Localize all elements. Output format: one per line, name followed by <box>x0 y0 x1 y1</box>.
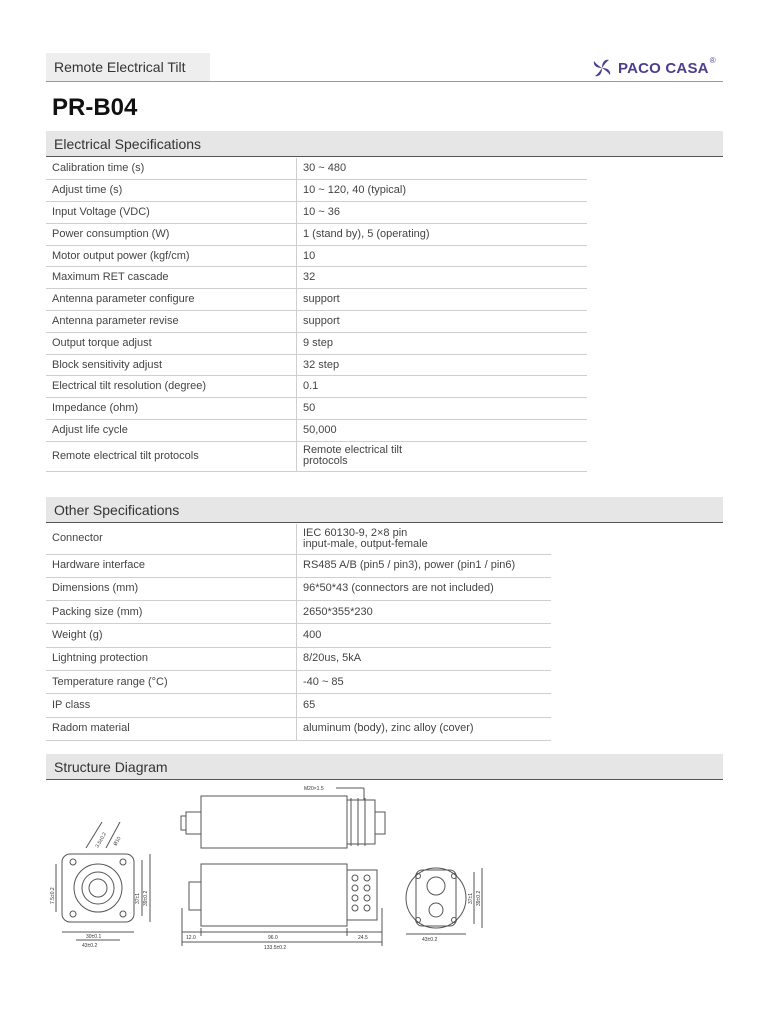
top-view-drawing <box>181 788 385 848</box>
dim-left-side3: Ø10 <box>112 835 123 847</box>
spec-row <box>46 202 587 224</box>
spec-value-line: aluminum (body), zinc alloy (cover) <box>303 722 474 735</box>
side-view-drawing <box>182 864 382 946</box>
spec-key: Weight (g) <box>46 624 297 647</box>
spec-value <box>297 245 588 267</box>
spec-row <box>46 717 551 740</box>
spec-value-line: support <box>303 314 340 327</box>
spec-row <box>46 311 587 333</box>
pinwheel-logo-icon <box>590 56 614 80</box>
spec-value <box>297 202 588 224</box>
spec-row <box>46 289 587 311</box>
dim-h1: 37±1 <box>135 892 141 904</box>
spec-key: Adjust life cycle <box>46 420 297 442</box>
spec-value <box>297 289 588 311</box>
dim-r-h1: 37±1 <box>468 892 474 904</box>
spec-key: Output torque adjust <box>46 332 297 354</box>
spec-value <box>297 354 588 376</box>
registered-mark: ® <box>709 55 716 65</box>
spec-value <box>297 420 588 442</box>
spec-key: Maximum RET cascade <box>46 267 297 289</box>
spec-row <box>46 180 587 202</box>
spec-value <box>297 554 552 577</box>
spec-row <box>46 524 551 554</box>
electrical-spec-table <box>46 158 587 472</box>
spec-key: Electrical tilt resolution (degree) <box>46 376 297 398</box>
spec-key: Connector <box>46 524 297 554</box>
spec-value <box>297 647 552 670</box>
spec-value <box>297 441 588 471</box>
spec-value-line: 32 step <box>303 358 340 371</box>
spec-value-line: IEC 60130-9, 2×8 pin <box>303 526 408 539</box>
spec-value <box>297 180 588 202</box>
spec-value-line: 32 <box>303 271 316 284</box>
dim-r-base: 43±0.2 <box>422 937 438 943</box>
dim-base1: 30±0.1 <box>86 934 102 940</box>
dim-w2: 96.0 <box>268 935 278 941</box>
spec-value <box>297 158 588 180</box>
spec-row <box>46 158 587 180</box>
spec-key: Input Voltage (VDC) <box>46 202 297 224</box>
electrical-section-title: Electrical Specifications <box>46 131 723 157</box>
spec-value <box>297 376 588 398</box>
spec-row <box>46 554 551 577</box>
brand-name: PACO CASA <box>618 59 709 77</box>
spec-value <box>297 694 552 717</box>
spec-key: Temperature range (°C) <box>46 670 297 693</box>
spec-value-line: 10 ~ 120, 40 (typical) <box>303 184 407 197</box>
structure-drawing <box>46 782 723 962</box>
spec-row <box>46 577 551 600</box>
other-section-title: Other Specifications <box>46 497 723 523</box>
spec-value <box>297 398 588 420</box>
spec-value-line: support <box>303 293 340 306</box>
spec-row <box>46 398 587 420</box>
dim-total: 133.5±0.2 <box>264 945 287 951</box>
spec-value <box>297 524 552 554</box>
spec-key: IP class <box>46 694 297 717</box>
spec-key: Power consumption (W) <box>46 223 297 245</box>
model-title: PR-B04 <box>52 94 138 121</box>
spec-row <box>46 223 587 245</box>
other-spec-table <box>46 524 551 741</box>
spec-value <box>297 624 552 647</box>
spec-value-line: RS485 A/B (pin5 / pin3), power (pin1 / pin6) <box>303 559 516 572</box>
spec-value <box>297 267 588 289</box>
spec-value-line: 0.1 <box>303 380 319 393</box>
spec-value-line2: protocols <box>303 455 348 468</box>
spec-value-line: 50 <box>303 402 316 415</box>
dim-left-side1: 7.5±0.2 <box>50 887 56 904</box>
spec-row <box>46 267 587 289</box>
spec-value-line: 2650*355*230 <box>303 605 373 618</box>
spec-row <box>46 647 551 670</box>
spec-key: Block sensitivity adjust <box>46 354 297 376</box>
spec-value-line: 50,000 <box>303 423 337 436</box>
spec-row <box>46 354 587 376</box>
spec-value-line: 10 ~ 36 <box>303 205 341 218</box>
structure-diagram <box>46 782 723 962</box>
spec-value <box>297 223 588 245</box>
spec-row <box>46 332 587 354</box>
brand-logo <box>590 54 716 82</box>
spec-key: Motor output power (kgf/cm) <box>46 245 297 267</box>
dim-r-h2: 39±0.2 <box>476 890 482 906</box>
spec-row <box>46 670 551 693</box>
spec-key: Antenna parameter revise <box>46 311 297 333</box>
spec-value-line: 10 <box>303 249 316 262</box>
spec-value-line: Remote electrical tilt <box>303 444 403 457</box>
dim-w3: 24.5 <box>358 935 368 941</box>
spec-row <box>46 694 551 717</box>
spec-key: Impedance (ohm) <box>46 398 297 420</box>
spec-key: Remote electrical tilt protocols <box>46 441 297 471</box>
spec-value <box>297 577 552 600</box>
spec-value <box>297 717 552 740</box>
spec-key: Calibration time (s) <box>46 158 297 180</box>
spec-key: Lightning protection <box>46 647 297 670</box>
spec-value <box>297 311 588 333</box>
spec-key: Packing size (mm) <box>46 601 297 624</box>
spec-row <box>46 441 587 471</box>
spec-row <box>46 245 587 267</box>
spec-key: Dimensions (mm) <box>46 577 297 600</box>
spec-value-line: 65 <box>303 698 316 711</box>
header-tab: Remote Electrical Tilt <box>46 53 210 81</box>
spec-row <box>46 376 587 398</box>
spec-value-line: 96*50*43 (connectors are not included) <box>303 582 494 595</box>
dim-base2: 43±0.2 <box>82 943 98 949</box>
dim-thread: M20×1.5 <box>304 786 324 792</box>
spec-key: Hardware interface <box>46 554 297 577</box>
spec-value-line: 9 step <box>303 336 333 349</box>
spec-value-line: 8/20us, 5kA <box>303 652 362 665</box>
spec-key: Radom material <box>46 717 297 740</box>
spec-value-line2: input-male, output-female <box>303 537 428 550</box>
spec-value-line: -40 ~ 85 <box>303 675 344 688</box>
spec-row <box>46 601 551 624</box>
spec-value-line: 400 <box>303 629 322 642</box>
dim-h2: 39±0.2 <box>143 890 149 906</box>
spec-value <box>297 332 588 354</box>
dim-w1: 12.0 <box>186 935 196 941</box>
spec-key: Adjust time (s) <box>46 180 297 202</box>
spec-row <box>46 420 587 442</box>
spec-value <box>297 670 552 693</box>
dim-left-side2: 3.5±0.2 <box>94 831 109 849</box>
spec-value <box>297 601 552 624</box>
spec-row <box>46 624 551 647</box>
spec-key: Antenna parameter configure <box>46 289 297 311</box>
spec-value-line: 1 (stand by), 5 (operating) <box>303 227 430 240</box>
structure-section-title: Structure Diagram <box>46 754 723 780</box>
spec-value-line: 30 ~ 480 <box>303 162 347 175</box>
